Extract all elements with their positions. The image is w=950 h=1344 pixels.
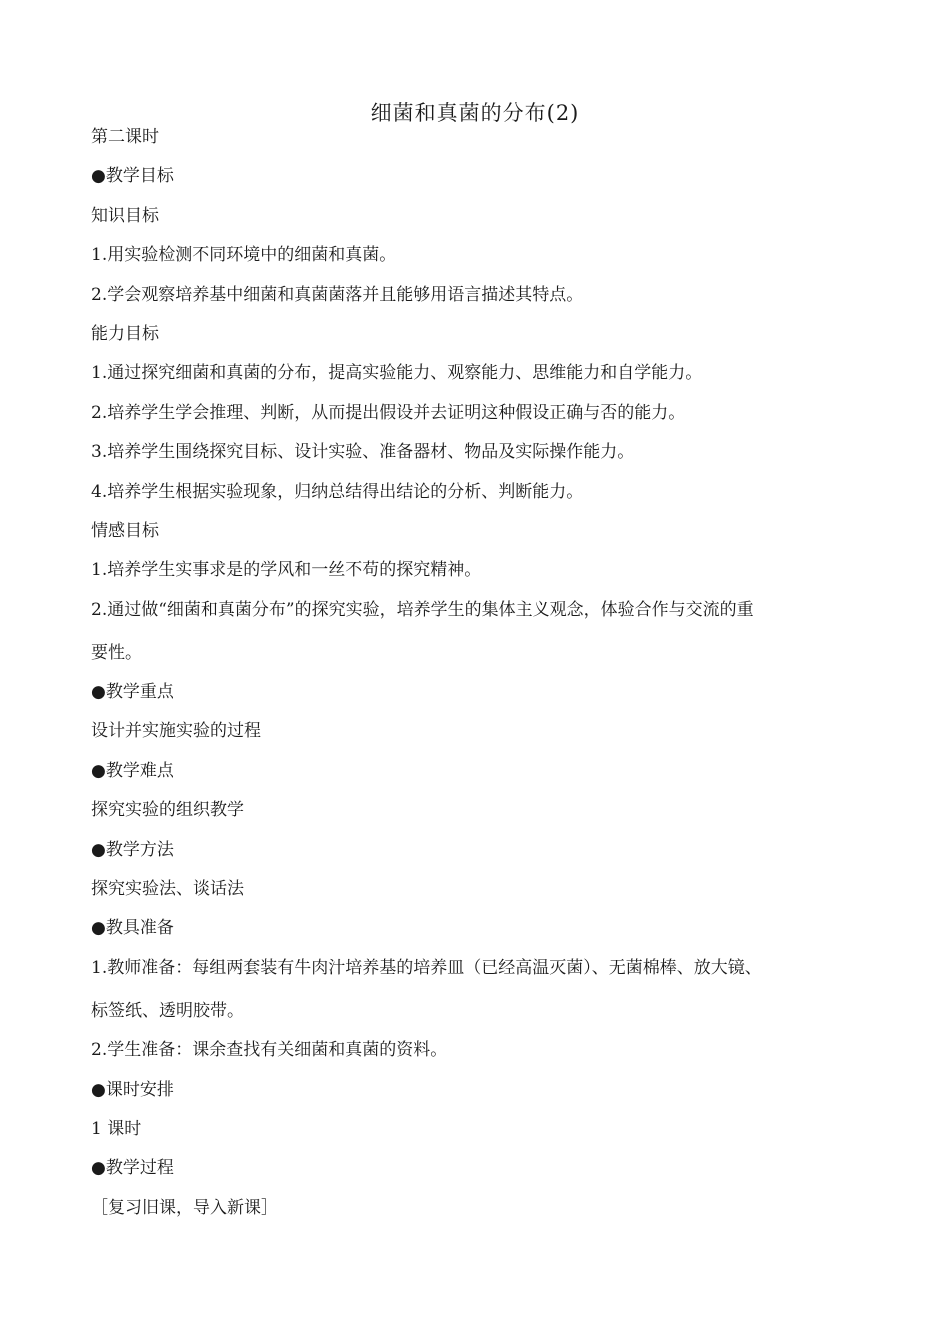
- materials-teacher: [91, 957, 863, 1022]
- schedule-text: 1 课时: [91, 1118, 142, 1139]
- subheading-knowledge: 知识目标: [91, 205, 159, 226]
- section-heading-objectives: ●教学目标: [91, 166, 174, 187]
- key-points-text: 设计并实施实验的过程: [91, 721, 261, 742]
- knowledge-item-1: 1.用实验检测不同环境中的细菌和真菌。: [91, 245, 397, 266]
- materials-teacher-line-1: 1.教师准备：每组两套装有牛肉汁培养基的培养皿（已经高温灭菌）、无菌棉棒、放大镜、: [91, 957, 762, 978]
- materials-student: 2.学生准备：课余查找有关细菌和真菌的资料。: [91, 1040, 448, 1061]
- ability-item-1: 1.通过探究细菌和真菌的分布，提高实验能力、观察能力、思维能力和自学能力。: [91, 363, 703, 384]
- subheading-emotion: 情感目标: [91, 520, 159, 541]
- materials-teacher-line-2: 标签纸、透明胶带。: [91, 1000, 244, 1021]
- ability-item-2: 2.培养学生学会推理、判断，从而提出假设并去证明这种假设正确与否的能力。: [91, 402, 686, 423]
- ability-item-4: 4.培养学生根据实验现象，归纳总结得出结论的分析、判断能力。: [91, 481, 584, 502]
- emotion-item-1: 1.培养学生实事求是的学风和一丝不苟的探究精神。: [91, 560, 482, 581]
- section-heading-key-points: ●教学重点: [91, 682, 174, 703]
- methods-text: 探究实验法、谈话法: [91, 879, 244, 900]
- difficulties-text: 探究实验的组织教学: [91, 800, 244, 821]
- section-heading-methods: ●教学方法: [91, 839, 174, 860]
- emotion-item-2-line-1: 2.通过做“细菌和真菌分布”的探究实验，培养学生的集体主义观念，体验合作与交流的重: [91, 599, 754, 620]
- document-body: [91, 126, 863, 1236]
- emotion-item-2-line-2: 要性。: [91, 642, 142, 663]
- section-heading-difficulties: ●教学难点: [91, 760, 174, 781]
- subheading-ability: 能力目标: [91, 323, 159, 344]
- emotion-item-2: [91, 599, 863, 664]
- section-heading-process: ●教学过程: [91, 1158, 174, 1179]
- section-heading-materials: ●教具准备: [91, 918, 174, 939]
- process-step-intro: ［复习旧课，导入新课］: [91, 1197, 278, 1218]
- ability-item-3: 3.培养学生围绕探究目标、设计实验、准备器材、物品及实际操作能力。: [91, 442, 635, 463]
- document-title: 细菌和真菌的分布(2): [370, 101, 580, 125]
- lesson-period: 第二课时: [91, 127, 159, 147]
- knowledge-item-2: 2.学会观察培养基中细菌和真菌菌落并且能够用语言描述其特点。: [91, 284, 584, 305]
- section-heading-schedule: ●课时安排: [91, 1079, 174, 1100]
